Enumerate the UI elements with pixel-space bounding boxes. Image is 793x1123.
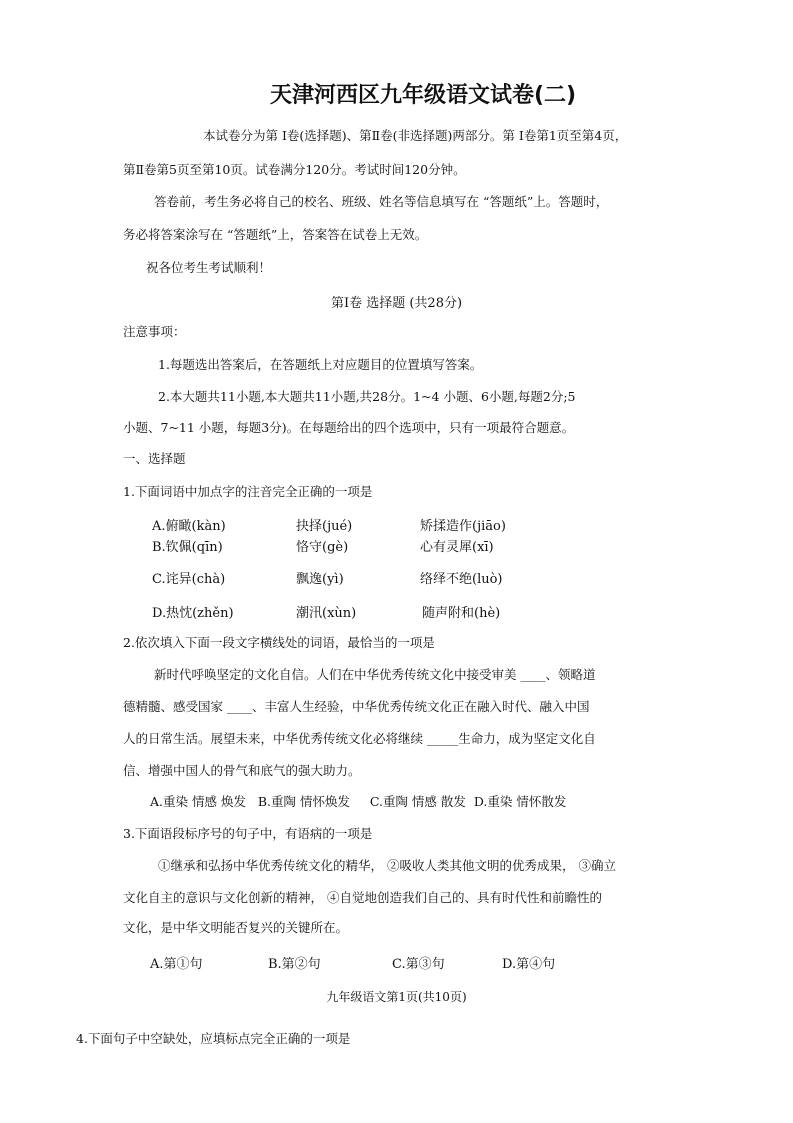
q1-option-a-3: 矫揉造作(jiāo) [420, 519, 506, 534]
q3-passage-1: ①继承和弘扬中华优秀传统文化的精华， ②吸收人类其他文明的优秀成果， ③确立 [158, 858, 616, 873]
q4-stem: 4.下面句子中空缺处，应填标点完全正确的一项是 [76, 1031, 351, 1046]
q3-option-d: D.第④句 [502, 957, 556, 972]
q2-passage-4: 信、增强中国人的骨气和底气的强大助力。 [123, 763, 361, 778]
q3-option-b: B.第②句 [268, 957, 321, 972]
section-title: 第Ⅰ卷 选择题 (共28分) [330, 296, 463, 311]
q1-option-d-2: 潮汛(xùn) [296, 606, 357, 621]
notice-item-2a: 2.本大题共11小题,本大题共11小题,共28分。1~4 小题、6小题,每题2分;5 [158, 389, 576, 404]
intro-line-3: 答卷前，考生务必将自己的校名、班级、姓名等信息填写在 “答题纸”上。答题时， [154, 194, 609, 209]
intro-line-5: 祝各位考生考试顺利！ [146, 260, 272, 275]
notice-item-1: 1.每题选出答案后，在答题纸上对应题目的位置填写答案。 [158, 357, 483, 372]
q3-stem: 3.下面语段标序号的句子中，有语病的一项是 [123, 826, 373, 841]
notice-item-2b: 小题、7~11 小题，每题3分)。在每题给出的四个选项中，只有一项最符合题意。 [123, 420, 575, 435]
q1-option-b-3: 心有灵犀(xī) [420, 540, 494, 555]
q1-option-a-1: A.俯瞰(kàn) [152, 519, 226, 534]
q2-passage-2: 德精髓、感受国家 ____、丰富人生经验，中华优秀传统文化正在融入时代、融入中国 [123, 699, 590, 714]
q3-option-a: A.第①句 [150, 957, 203, 972]
page-footer: 九年级语文第1页(共10页) [326, 990, 467, 1004]
q1-option-c-1: C.诧异(chà) [152, 572, 226, 587]
q2-stem: 2.依次填入下面一段文字横线处的词语，最恰当的一项是 [123, 635, 435, 650]
intro-line-2: 第Ⅱ卷第5页至第10页。试卷满分120分。考试时间120分钟。 [123, 162, 466, 177]
document-title: 天津河西区九年级语文试卷(二) [270, 83, 577, 108]
intro-line-1: 本试卷分为第 Ⅰ卷(选择题)、第Ⅱ卷(非选择题)两部分。第 Ⅰ卷第1页至第4页， [203, 128, 628, 143]
q3-option-c: C.第③句 [392, 957, 445, 972]
q1-option-d-3: 随声附和(hè) [422, 606, 501, 621]
q2-passage-3: 人的日常生活。展望未来，中华优秀传统文化必将继续 _____生命力，成为坚定文化自 [123, 731, 596, 746]
q2-options: A.重染 情感 焕发 B.重陶 情怀焕发 C.重陶 情感 散发 D.重染 情怀散发 [150, 794, 567, 809]
q1-option-c-3: 络绎不绝(luò) [420, 572, 503, 587]
q1-option-d-1: D.热忱(zhěn) [152, 606, 234, 621]
q1-option-b-2: 恪守(gè) [296, 540, 349, 555]
q1-option-a-2: 抉择(jué) [296, 519, 353, 534]
q1-option-c-2: 飘逸(yì) [296, 572, 344, 587]
q1-stem: 1.下面词语中加点字的注音完全正确的一项是 [123, 484, 373, 499]
intro-line-4: 务必将答案涂写在 “答题纸”上，答案答在试卷上无效。 [123, 227, 428, 242]
notice-heading: 注意事项： [123, 324, 186, 339]
part-heading: 一、选择题 [123, 451, 186, 466]
q1-option-b-1: B.钦佩(qīn) [152, 540, 223, 555]
q3-passage-3: 文化，是中华文明能否复兴的关键所在。 [123, 920, 349, 935]
q3-passage-2: 文化自主的意识与文化创新的精神， ④自觉地创造我们自己的、具有时代性和前瞻性的 [123, 890, 602, 905]
q2-passage-1: 新时代呼唤坚定的文化自信。人们在中华优秀传统文化中接受审美 ____、领略道 [154, 667, 596, 682]
